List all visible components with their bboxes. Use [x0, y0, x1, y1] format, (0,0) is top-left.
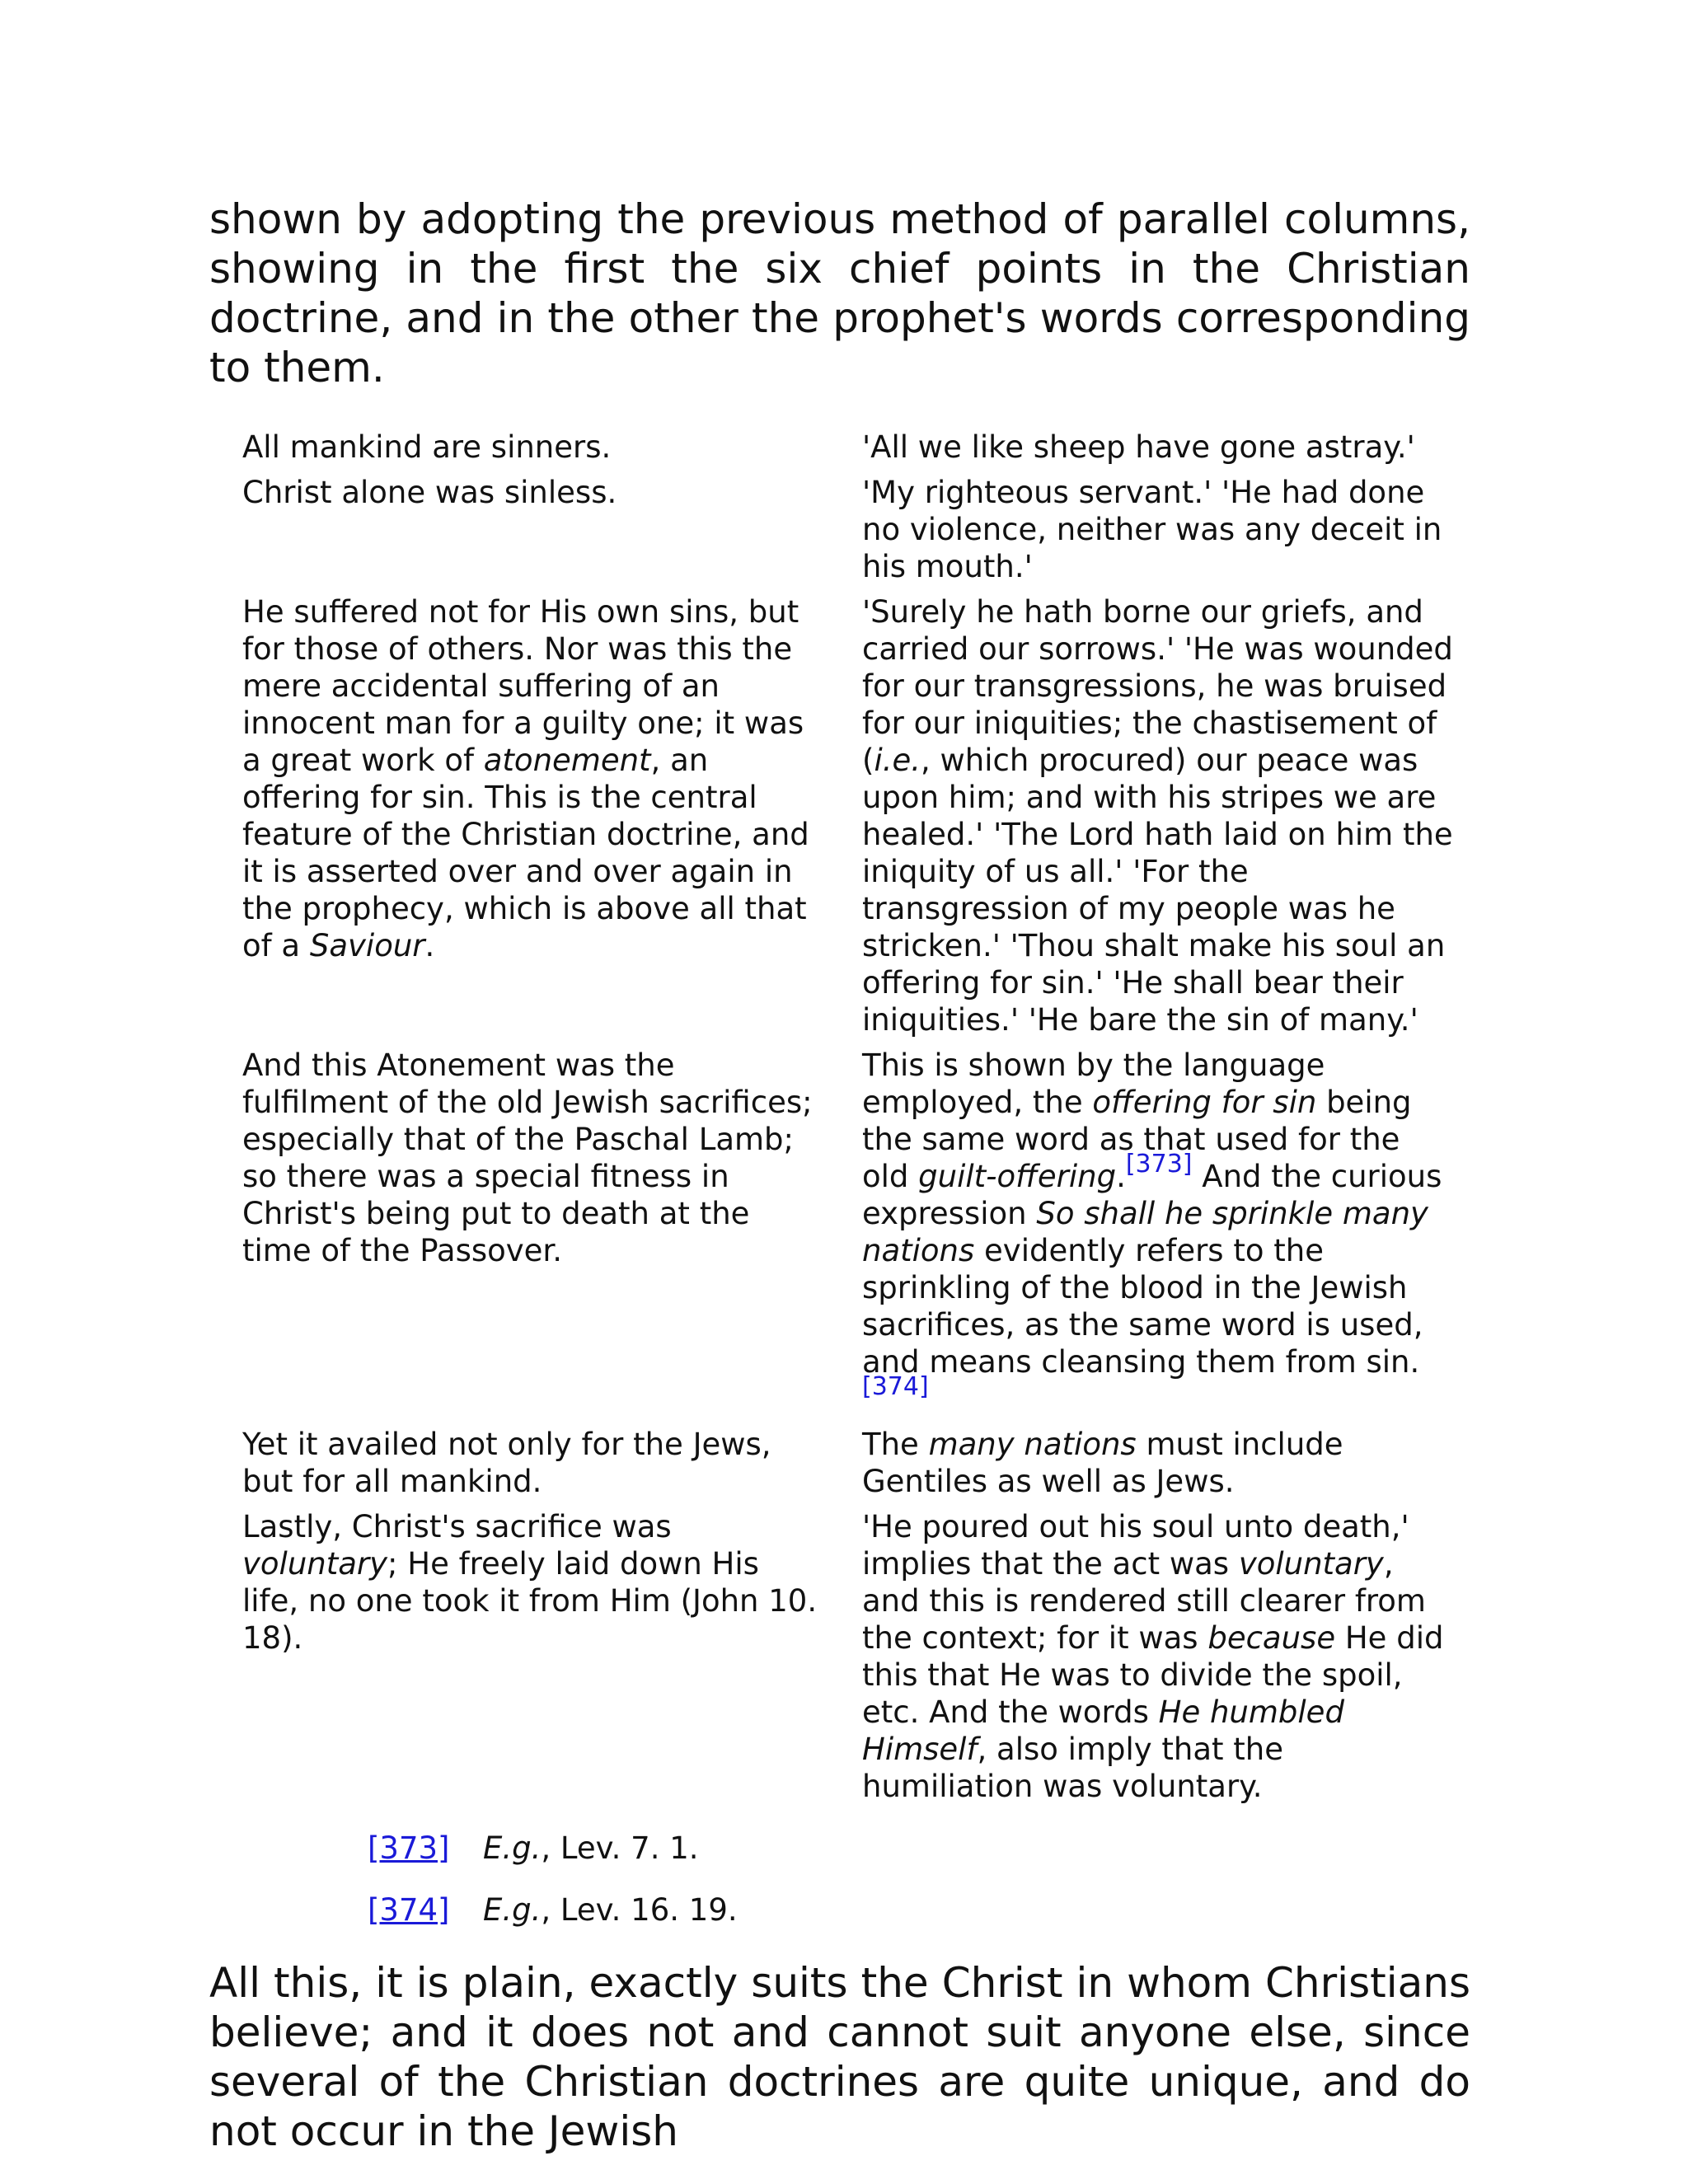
footnote-ref-373[interactable]: [373] [1125, 1150, 1193, 1179]
prophecy-text: This is shown by the language employed, the [862, 1047, 1325, 1120]
doctrine-text-block [242, 816, 819, 964]
prophecy-cell [862, 1508, 1456, 1813]
prophecy-emphasis: So shall he sprinkle many nations [862, 1196, 1428, 1268]
table-row [242, 1047, 1456, 1426]
footnote-emphasis: E.g. [483, 1892, 542, 1928]
footnotes [368, 1830, 1470, 1929]
doctrine-text: Lastly, Christ's sacrifice was [242, 1509, 672, 1544]
page-content [209, 194, 1470, 2156]
doctrine-text-block [242, 593, 819, 816]
prophecy-text: . [1116, 1159, 1126, 1194]
prophecy-text: The [862, 1427, 929, 1462]
outro-paragraph: All this, it is plain, exactly suits the Christ in whom Christians believe; and it does not and cannot suit anyone else, since several of the Christian doctrines are quite unique, and do not occur in the Jewish [209, 1959, 1470, 2155]
doctrine-emphasis: atonement [483, 743, 651, 778]
prophecy-cell [862, 1047, 1456, 1426]
prophecy-text: , which procured) our peace was upon him; and with his stripes we are healed.' 'The Lord hath laid on him the iniquity of us all.' 'For the transgression of my people was he stricken.' 'Thou shalt make his soul an offering for sin.' 'He shall bear their iniquities.' 'He bare the sin of many.' [862, 743, 1453, 1038]
prophecy-text: evidently refers to the sprinkling of the blood in the Jewish sacrifices, as the same word is used, and means cleansing them from sin. [862, 1233, 1423, 1380]
footnote-item [368, 1830, 1470, 1867]
prophecy-cell: 'My righteous servant.' 'He had done no violence, neither was any deceit in his mouth.' [862, 475, 1442, 584]
prophecy-emphasis: guilt-offering [918, 1159, 1117, 1194]
prophecy-text: being the same word as that used for the old [862, 1085, 1412, 1194]
table-row [242, 429, 1456, 474]
prophecy-emphasis: because [1207, 1620, 1336, 1656]
prophecy-cell [862, 593, 1456, 1047]
doctrine-cell: Yet it availed not only for the Jews, but for all mankind. [242, 1427, 771, 1499]
doctrine-text: feature of the Christian doctrine, and it is asserted over and over again in the prophecy, which is above all that of a [242, 817, 809, 963]
footnote-text [483, 1891, 738, 1929]
prophecy-text: , and this is rendered still clearer from the context; for it was [862, 1546, 1426, 1656]
doctrine-cell [242, 1508, 862, 1813]
footnote-emphasis: E.g. [483, 1830, 542, 1866]
footnote-citation: , Lev. 7. 1. [541, 1830, 699, 1866]
doctrine-emphasis: voluntary [242, 1546, 388, 1582]
footnote-ref-374[interactable]: [374] [862, 1372, 929, 1401]
prophecy-emphasis: offering for sin [1092, 1085, 1317, 1120]
doctrine-emphasis: Saviour [309, 928, 425, 963]
parallel-columns-table [242, 429, 1456, 1813]
footnote-item [368, 1891, 1470, 1929]
prophecy-emphasis: i.e. [874, 743, 921, 778]
prophecy-text: 'He poured out his soul unto death,' implies that the act was [862, 1509, 1409, 1582]
footnote-backlink-374[interactable]: [374] [368, 1892, 450, 1928]
prophecy-cell: 'All we like sheep have gone astray.' [862, 429, 1415, 465]
doctrine-text: . [424, 928, 435, 963]
footnote-citation: , Lev. 16. 19. [541, 1892, 738, 1928]
footnote-number-cell [368, 1830, 483, 1867]
footnote-backlink-373[interactable]: [373] [368, 1830, 450, 1866]
intro-paragraph: shown by adopting the previous method of parallel columns, showing in the first the six chief points in the Christian doctrine, and in the other the prophet's words corresponding to them. [209, 195, 1470, 391]
prophecy-emphasis: voluntary [1238, 1546, 1384, 1582]
doctrine-text: , an offering for sin. This is the central [242, 743, 757, 815]
footnote-number-cell [368, 1891, 483, 1929]
prophecy-text: And the curious expression [862, 1159, 1442, 1231]
table-row [242, 474, 1456, 593]
prophecy-cell [862, 1426, 1456, 1508]
prophecy-emphasis: He humbled Himself [862, 1694, 1344, 1767]
table-row [242, 1508, 1456, 1813]
prophecy-text: must include Gentiles as well as Jews. [862, 1427, 1343, 1499]
prophecy-text: He did this that He was to divide the spoil, etc. And the words [862, 1620, 1444, 1730]
prophecy-emphasis: many nations [928, 1427, 1137, 1462]
doctrine-cell: Christ alone was sinless. [242, 475, 617, 510]
table-row [242, 593, 1456, 1047]
footnote-text [483, 1830, 699, 1867]
doctrine-cell: And this Atonement was the fulfilment of the old Jewish sacrifices; especially that of the Paschal Lamb; so there was a special fitness in Christ's being put to death at the time of the Passover. [242, 1047, 813, 1268]
table-row [242, 1426, 1456, 1508]
doctrine-cell [242, 593, 862, 1047]
prophecy-text: , also imply that the humiliation was voluntary. [862, 1732, 1284, 1804]
doctrine-cell: All mankind are sinners. [242, 429, 612, 465]
prophecy-text: 'Surely he hath borne our griefs, and carried our sorrows.' 'He was wounded for our transgressions, he was bruised for our iniquities; the chastisement of ( [862, 594, 1453, 778]
doctrine-text: He suffered not for His own sins, but for those of others. Nor was this the mere accidental suffering of an innocent man for a guilty one; it was a great work of [242, 594, 804, 778]
doctrine-text: ; He freely laid down His life, no one took it from Him (John 10. 18). [242, 1546, 818, 1656]
